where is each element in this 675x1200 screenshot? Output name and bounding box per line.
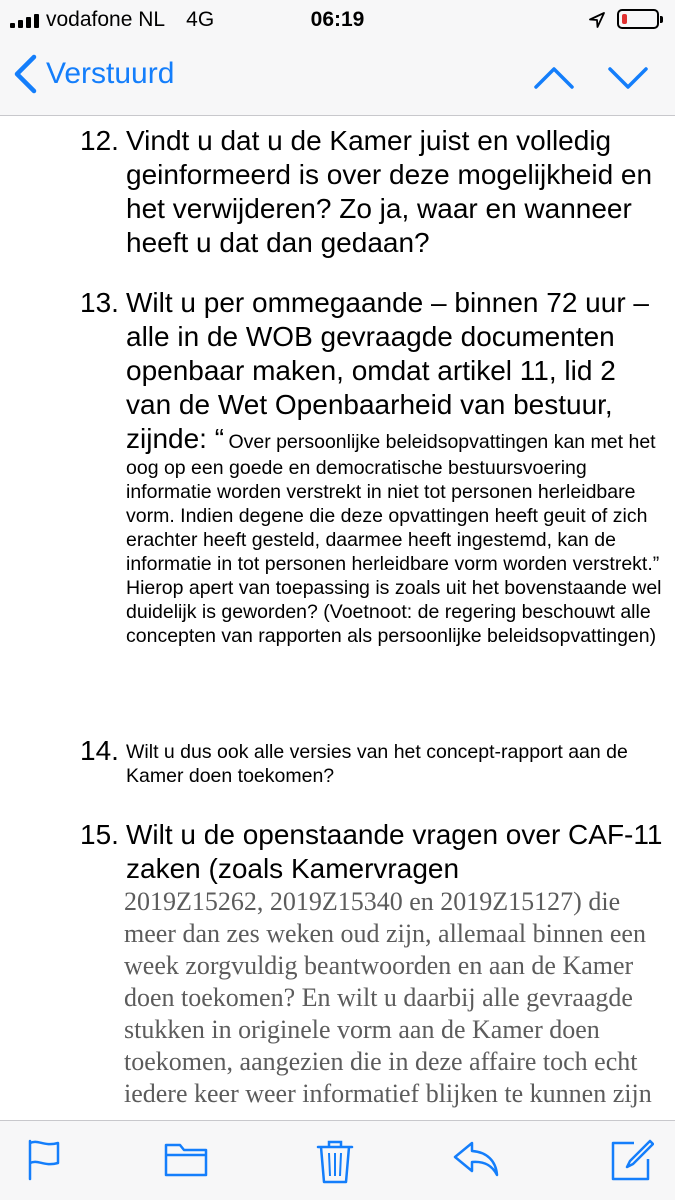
item-text-serif: 2019Z15262, 2019Z15340 en 2019Z15127) die meer dan zes weken oud zijn, allemaal binnen een week zorgvuldig beantwoorden en aan de Kamer doen toekomen? En wilt u daarbij alle gevraagde stukken in originele vorm aan de Kamer doen toekomen, aangezien die in deze affaire toch echt iedere keer weer informatief blijken te kunnen zijn bbox=[124, 887, 652, 1108]
trash-icon[interactable] bbox=[316, 1139, 354, 1185]
item-text bbox=[126, 818, 666, 1110]
carrier-name: vodafone NL bbox=[46, 8, 165, 31]
navigation-bar bbox=[0, 40, 675, 116]
status-bar bbox=[0, 0, 675, 40]
battery-level bbox=[622, 14, 627, 24]
item-number: 14. bbox=[80, 735, 119, 766]
chevron-left-icon bbox=[12, 54, 38, 94]
back-button[interactable] bbox=[12, 54, 174, 94]
folder-icon[interactable] bbox=[164, 1139, 208, 1179]
bottom-toolbar bbox=[0, 1120, 675, 1200]
item-text-large: Wilt u de openstaande vragen over CAF-11 zaken (zoals Kamervragen bbox=[126, 819, 663, 884]
flag-icon[interactable] bbox=[26, 1139, 62, 1181]
item-text bbox=[126, 286, 666, 648]
item-text-small: Over persoonlijke beleidsopvattingen kan met het oog op een goede en democratische bestuursvoering informatie worden verstrekt in niet tot personen herleidbare vorm. Indien degene die deze opvattingen heeft geuit of zich erachter heeft gesteld, daarmee heeft ingestemd, kan de informatie in tot personen herleidbare vorm worden verstrekt.” Hierop apert van toepassing is zoals uit het bovenstaande wel duidelijk is geworden? (Voetnoot: de regering beschouwt alle concepten van rapporten als persoonlijke beleidsopvattingen) bbox=[126, 431, 662, 647]
location-arrow-icon bbox=[588, 11, 606, 29]
message-body bbox=[0, 116, 675, 1120]
item-number: 13. bbox=[80, 287, 119, 318]
battery-terminal bbox=[660, 16, 663, 23]
chevron-down-icon[interactable] bbox=[606, 60, 650, 94]
item-number: 12. bbox=[80, 125, 119, 156]
battery-icon bbox=[617, 9, 659, 29]
item-text-large: Wilt u per ommegaande – binnen 72 uur – alle in de WOB gevraagde documenten openbaar maken, omdat artikel 11, lid 2 van de Wet Openbaarheid van bestuur, zijnde: “ bbox=[126, 287, 649, 454]
compose-icon[interactable] bbox=[610, 1139, 654, 1183]
reply-icon[interactable] bbox=[452, 1139, 500, 1179]
item-number: 15. bbox=[80, 819, 119, 850]
status-time: 06:19 bbox=[310, 8, 365, 31]
item-text: Wilt u dus ook alle versies van het concept-rapport aan de Kamer doen toekomen? bbox=[126, 741, 628, 787]
chevron-up-icon[interactable] bbox=[532, 60, 576, 94]
network-type: 4G bbox=[186, 8, 215, 31]
item-text: Vindt u dat u de Kamer juist en volledig geinformeerd is over deze mogelijkheid en het verwijderen? Zo ja, waar en wanneer heeft u dat dan gedaan? bbox=[126, 125, 653, 258]
back-button-label: Verstuurd bbox=[46, 57, 175, 90]
